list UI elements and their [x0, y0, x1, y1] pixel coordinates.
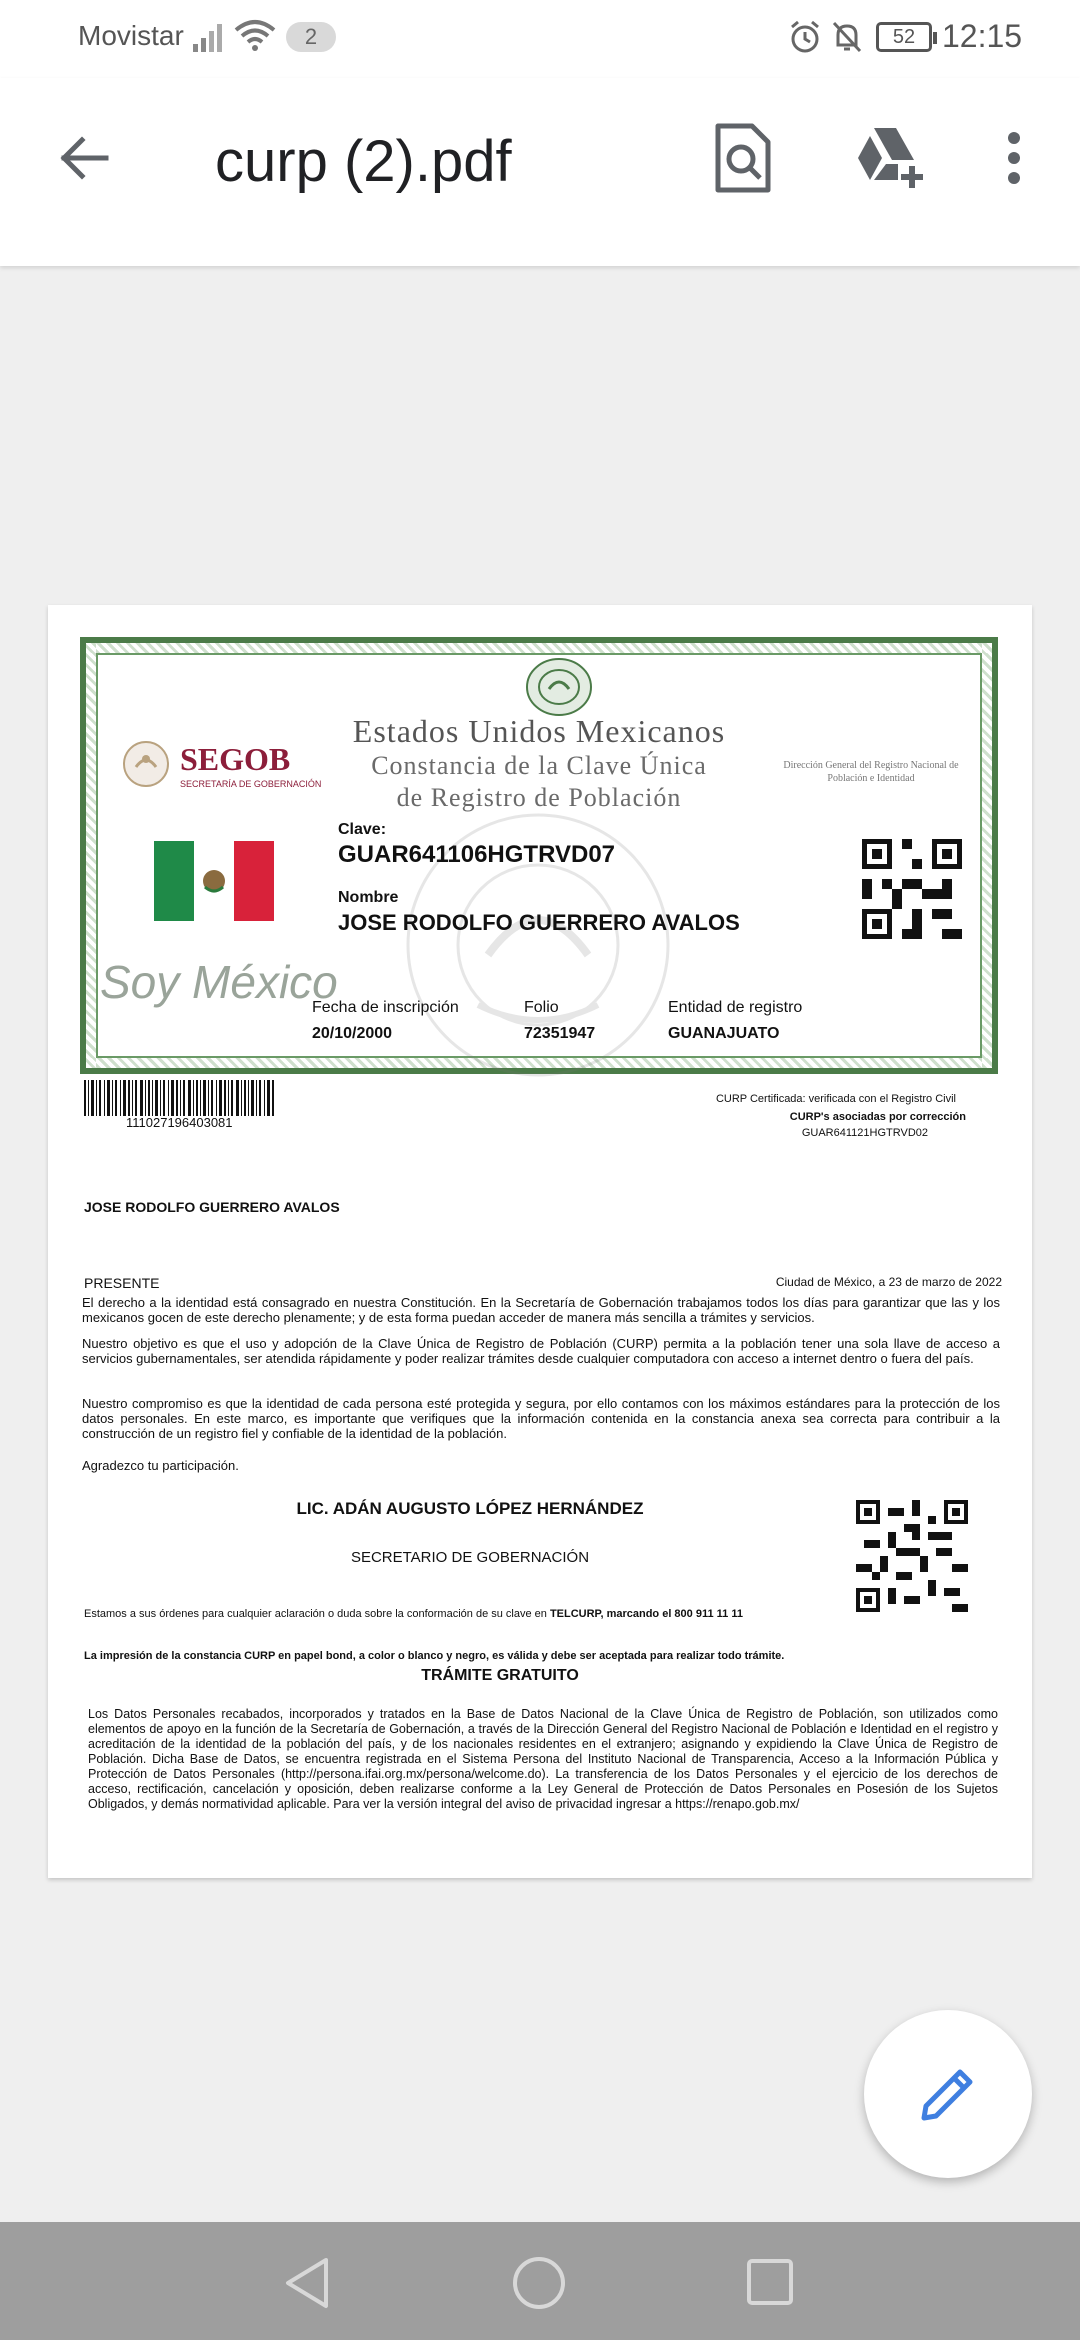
barcode [84, 1080, 279, 1116]
wifi-icon [234, 18, 276, 52]
mexican-flag [154, 841, 274, 921]
telcurp-note [84, 1608, 743, 1620]
system-nav-bar [0, 2222, 1080, 2340]
edit-pencil-icon [916, 2062, 980, 2126]
fecha-value: 20/10/2000 [312, 1025, 393, 1042]
bell-off-icon [830, 20, 864, 54]
alarm-icon [788, 20, 822, 54]
document-title: curp (2).pdf [215, 129, 512, 194]
letter-paragraph-4: Agradezco tu participación. [82, 1458, 239, 1473]
signer-title: SECRETARIO DE GOBERNACIÓN [350, 1549, 590, 1566]
status-bar [0, 0, 1080, 78]
nombre-label: Nombre [338, 889, 399, 906]
certificate-subtitle-line2: de Registro de Población [396, 783, 682, 812]
curp-certificate [80, 637, 998, 1074]
certificate-qr-code [862, 837, 962, 941]
entidad-value: GUANAJUATO [668, 1025, 780, 1042]
segob-eagle-icon [120, 739, 172, 789]
segob-subtitle: SECRETARÍA DE GOBERNACIÓN [180, 779, 322, 789]
letter-presente: PRESENTE [84, 1275, 160, 1291]
nav-recents-icon[interactable] [746, 2258, 794, 2306]
flag-eagle-icon [194, 861, 234, 901]
certificate-body [96, 653, 982, 1058]
fecha-label: Fecha de inscripción [312, 999, 459, 1016]
status-time: 12:15 [942, 18, 1023, 54]
national-seal-icon [524, 657, 594, 717]
signer-name: LIC. ADÁN AUGUSTO LÓPEZ HERNÁNDEZ [296, 1499, 644, 1518]
clave-value: GUAR641106HGTRVD07 [338, 841, 616, 868]
notification-count-badge: 2 [286, 22, 336, 52]
pdf-page[interactable] [48, 605, 1032, 1878]
telcurp-number: TELCURP, marcando el 800 911 11 11 [549, 1608, 743, 1620]
search-document-icon[interactable] [712, 122, 774, 194]
signal-icon [193, 22, 227, 52]
app-toolbar [0, 78, 1080, 266]
letter-recipient: JOSE RODOLFO GUERRERO AVALOS [84, 1199, 340, 1215]
curp-associated-value: GUAR641121HGTRVD02 [801, 1127, 928, 1139]
segob-logo [120, 739, 322, 794]
letter-paragraph-3: Nuestro compromiso es que la identidad de cada persona esté protegida y segura, por ello contamos con los máximos estándares para la protección de los datos personales. En este marco, es importante que verifiques que la información contenida en la constancia anexa sea correcta para contribuir a la construcción de un registro fiel y confiable de la identidad de la población. [82, 1396, 1000, 1441]
nombre-value: JOSE RODOLFO GUERRERO AVALOS [338, 910, 740, 935]
letter-qr-code [856, 1500, 968, 1612]
curp-certified-note: CURP Certificada: verificada con el Registro Civil [715, 1093, 956, 1105]
letter-paragraph-1: El derecho a la identidad está consagrado en nuestra Constitución. En la Secretaría de Gobernación trabajamos todos los días para garantizar que las y los mexicanos gocen de este derecho plenamente; y de esta forma puedan acceder de manera más sencilla a trámites y servicios. [82, 1295, 1000, 1325]
telcurp-prefix: Estamos a sus órdenes para cualquier aclaración o duda sobre la conformación de su clave en [84, 1608, 550, 1620]
letter-date: Ciudad de México, a 23 de marzo de 2022 [775, 1275, 1002, 1289]
more-vert-icon[interactable] [996, 128, 1032, 188]
print-validity-note: La impresión de la constancia CURP en papel bond, a color o blanco y negro, es válida y debe ser aceptada para realizar todo trámite. [84, 1650, 785, 1662]
carrier-name: Movistar [78, 20, 184, 51]
entidad-label: Entidad de registro [668, 999, 803, 1016]
edit-fab-button[interactable] [864, 2010, 1032, 2178]
free-procedure-label: TRÁMITE GRATUITO [421, 1667, 579, 1684]
dgrn-label: Dirección General del Registro Nacional de Población e Identidad [783, 760, 959, 784]
soy-mexico-logo: Soy México [100, 956, 338, 1008]
barcode-number: 111027196403081 [126, 1115, 233, 1130]
letter-paragraph-2: Nuestro objetivo es que el uso y adopción de la Clave Única de Registro de Población (CURP) permita a la población tener una sola llave de acceso a servicios gubernamentales, ser atendida rápidamente y poder realizar trámites desde cualquier computadora con acceso a internet dentro o fuera del país. [82, 1336, 1000, 1366]
nav-home-icon[interactable] [512, 2256, 566, 2310]
segob-name: SEGOB [180, 741, 291, 777]
battery-icon: 52 [876, 22, 932, 52]
drive-add-icon[interactable] [852, 124, 928, 190]
curp-associated-label: CURP's asociadas por corrección [789, 1111, 966, 1123]
certificate-subtitle-line1: Constancia de la Clave Única [371, 751, 707, 780]
privacy-notice: Los Datos Personales recabados, incorporados y tratados en la Base de Datos Nacional de la Clave Única de Registro de Población, son utilizados como elementos de apoyo en la función de la Secretaría de Gobernación, a través de la Dirección General del Registro Nacional de Población e Identidad en el registro y acreditación de la identidad de la población del país, y de los nacionales residentes en el extranjero; asignando y expidiendo la Clave Única de Registro de Población. Dicha Base de Datos, se encuentra registrada en el Sistema Persona del Instituto Nacional de Transparencia, Acceso a la Información Pública y Protección de Datos Personales (http://persona.ifai.org.mx/persona/welcome.do). La transferencia de los Datos Personales y el ejercicio de los derechos de acceso, rectificación, cancelación y oposición, deben realizarse conforme a la Ley General de Protección de Datos Personales en Posesión de los Sujetos Obligados, y demás normatividad aplicable. Para ver la versión integral del aviso de privacidad ingresar a https://renapo.gob.mx/ [88, 1707, 998, 1811]
certificate-title: Estados Unidos Mexicanos [352, 713, 726, 749]
back-arrow-icon[interactable] [54, 128, 114, 188]
nav-back-icon[interactable] [282, 2256, 332, 2310]
clave-label: Clave: [338, 821, 387, 838]
folio-label: Folio [524, 999, 559, 1016]
folio-value: 72351947 [524, 1025, 596, 1042]
